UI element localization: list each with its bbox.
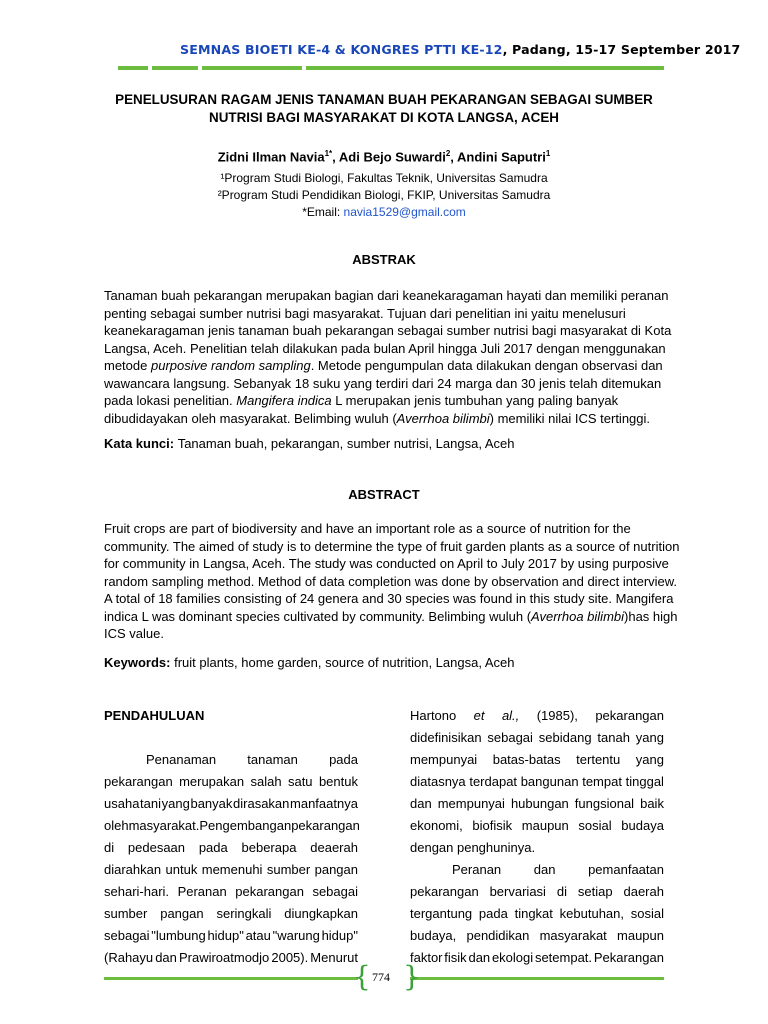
abstrak-keywords-text: Tanaman buah, pekarangan, sumber nutrisi, Langsa, Aceh bbox=[177, 436, 515, 451]
abstrak-line: pada lokasi penelitian. Mangifera indica L merupakan jenis tumbuhan yang paling banyak bbox=[104, 393, 619, 408]
word: ekonomi, bbox=[410, 818, 463, 833]
word: pekarangan bbox=[595, 708, 664, 723]
word: sumber bbox=[266, 862, 311, 877]
affiliation-2: ²Program Studi Pendidikan Biologi, FKIP, Universitas Samudra bbox=[217, 188, 551, 202]
pendahuluan-line bbox=[104, 815, 358, 837]
word: 2005). bbox=[271, 950, 309, 965]
word: bervariasi bbox=[489, 884, 546, 899]
word: satu bbox=[287, 774, 313, 789]
word: tempat bbox=[582, 774, 622, 789]
word: dan bbox=[410, 796, 432, 811]
page-number: 774 bbox=[372, 970, 390, 984]
word: pangan bbox=[160, 906, 204, 921]
word: pekarangan bbox=[291, 818, 360, 833]
word: Prawiroatmodjo bbox=[178, 950, 270, 965]
pendahuluan-line bbox=[410, 859, 664, 881]
abstrak-line: dibudidayakan oleh masyarakat. Belimbing wuluh (Averrhoa bilimbi) memiliki nilai ICS tertinggi. bbox=[104, 410, 651, 426]
word: manfaatnya bbox=[290, 796, 358, 811]
author-2-marker: 2 bbox=[445, 149, 451, 158]
abstract-keywords-label: Keywords: bbox=[104, 655, 175, 670]
word: diatasnya bbox=[410, 774, 466, 789]
word: dirasakan bbox=[233, 796, 290, 811]
abstrak-keywords-label: Kata kunci: bbox=[104, 436, 178, 451]
pendahuluan-line bbox=[410, 903, 664, 925]
abstract-body bbox=[104, 520, 680, 643]
word: hubungan bbox=[510, 796, 569, 811]
abstract-heading: ABSTRACT bbox=[348, 487, 420, 502]
pendahuluan-line bbox=[104, 749, 358, 771]
word: pada bbox=[329, 752, 358, 767]
pendahuluan-line bbox=[410, 881, 664, 903]
word: fungsional bbox=[574, 796, 635, 811]
header-rule-dash bbox=[118, 66, 148, 70]
word: pada bbox=[478, 906, 508, 921]
word: sebagai bbox=[312, 884, 358, 899]
abstract-keywords-text: fruit plants, home garden, source of nutrition, Langsa, Aceh bbox=[174, 655, 515, 670]
word: deaerah bbox=[310, 840, 358, 855]
word: masyarakat. bbox=[128, 818, 200, 833]
header-rule-dash bbox=[306, 66, 664, 70]
word: faktor bbox=[410, 950, 443, 965]
word: setiap bbox=[577, 884, 613, 899]
paper-title-line-1: PENELUSURAN RAGAM JENIS TANAMAN BUAH PEKARANGAN SEBAGAI SUMBER bbox=[115, 92, 653, 107]
word: dan bbox=[155, 950, 177, 965]
word: masyarakat bbox=[539, 928, 607, 943]
pendahuluan-right-column bbox=[410, 705, 664, 969]
word: maupun bbox=[617, 928, 664, 943]
email-label: *Email: bbox=[302, 205, 344, 219]
abstrak-line: penting sebagai sumber nutrisi bagi masyarakat. Tujuan dari penelitian ini yaitu menelusuri bbox=[104, 305, 626, 321]
pendahuluan-line bbox=[410, 749, 664, 771]
abstract-line: random sampling method. Method of data completion was done by observation and direct interview. bbox=[104, 573, 678, 589]
abstract-line: community. The aimed of study is to determine the type of fruit garden plants as a source of nutrition bbox=[104, 538, 680, 554]
word: Hartono bbox=[410, 708, 457, 723]
word: pekarangan bbox=[104, 774, 173, 789]
word: ekologi bbox=[491, 950, 534, 965]
pendahuluan-line bbox=[410, 815, 664, 837]
word: "lumbung bbox=[151, 928, 206, 943]
header-rule-dash bbox=[202, 66, 302, 70]
paper-title-line-2: NUTRISI BAGI MASYARAKAT DI KOTA LANGSA, ACEH bbox=[209, 110, 559, 125]
word: diungkapkan bbox=[284, 906, 358, 921]
word: sebagai bbox=[104, 928, 150, 943]
running-header bbox=[180, 42, 740, 57]
word: Pekarangan bbox=[593, 950, 664, 965]
word: diarahkan bbox=[104, 862, 162, 877]
abstract-line: indica L was dominant species cultivated by community. Belimbing wuluh (Averrhoa bilimbi)has high bbox=[104, 608, 678, 624]
pendahuluan-line bbox=[104, 903, 358, 925]
word: yang bbox=[161, 796, 190, 811]
word: merupakan bbox=[179, 774, 245, 789]
word: batas-batas bbox=[492, 752, 561, 767]
pendahuluan-line bbox=[104, 859, 358, 881]
word: didefinisikan bbox=[410, 730, 482, 745]
pendahuluan-line-text bbox=[146, 749, 358, 771]
footer-brace-right: } bbox=[403, 960, 421, 993]
word: pendidikan bbox=[466, 928, 530, 943]
word: tanaman bbox=[247, 752, 298, 767]
author-list bbox=[104, 149, 664, 164]
word: budaya bbox=[621, 818, 664, 833]
word: salah bbox=[250, 774, 282, 789]
abstrak-line: wawancara langsung. Sebanyak 18 suku yang terdiri dari 24 marga dan 30 jenis telah ditemukan bbox=[104, 375, 662, 391]
word: sosial bbox=[630, 906, 664, 921]
word: pangan bbox=[314, 862, 358, 877]
abstract-line: for community in Langsa, Aceh. The study was conducted on April to July 2017 by using purposive bbox=[104, 556, 669, 571]
word: sumber bbox=[104, 906, 148, 921]
word: untuk bbox=[165, 862, 198, 877]
abstract-line: A total of 18 families consisting of 24 genera and 30 species was found in this study site. Mangifera bbox=[104, 591, 674, 606]
word: baik bbox=[640, 796, 664, 811]
word: atau bbox=[245, 928, 271, 943]
word: sebagai bbox=[487, 730, 533, 745]
abstrak-body bbox=[104, 287, 672, 427]
word: maupun bbox=[521, 818, 569, 833]
word: dan bbox=[468, 950, 491, 965]
word: yang bbox=[635, 752, 664, 767]
word: mempunyai bbox=[437, 796, 505, 811]
word: budaya, bbox=[410, 928, 457, 943]
word: banyak bbox=[190, 796, 233, 811]
pendahuluan-line bbox=[104, 925, 358, 947]
word: tinggal bbox=[625, 774, 664, 789]
pendahuluan-line bbox=[104, 793, 358, 815]
pendahuluan-line bbox=[410, 947, 664, 969]
word: tani bbox=[140, 796, 162, 811]
pendahuluan-left-column bbox=[104, 705, 358, 969]
word: daerah bbox=[623, 884, 664, 899]
abstrak-line: metode purposive random sampling. Metode pengumpulan data dilakukan dengan observasi dan bbox=[104, 358, 663, 373]
footer-brace-left: { bbox=[353, 960, 371, 993]
pendahuluan-line bbox=[410, 793, 664, 815]
author-1-marker: 1* bbox=[324, 149, 333, 158]
corresponding-email bbox=[104, 205, 664, 219]
footer-rule-left bbox=[104, 977, 358, 980]
word: dan bbox=[533, 862, 556, 877]
word: bentuk bbox=[318, 774, 358, 789]
word: sebidang bbox=[538, 730, 592, 745]
word: fisik bbox=[444, 950, 467, 965]
word: hidup" bbox=[321, 928, 358, 943]
header-rule bbox=[118, 66, 664, 70]
email-link[interactable]: navia1529@gmail.com bbox=[343, 205, 466, 219]
abstrak-keywords bbox=[104, 436, 664, 451]
word: pekarangan bbox=[235, 884, 304, 899]
pendahuluan-line bbox=[410, 705, 664, 727]
footer-rule-right bbox=[410, 977, 664, 980]
pendahuluan-line bbox=[410, 925, 664, 947]
word: Peranan bbox=[452, 862, 502, 877]
pendahuluan-line bbox=[410, 771, 664, 793]
abstrak-heading: ABSTRAK bbox=[352, 252, 416, 267]
word: Pengembangan bbox=[199, 818, 292, 833]
word: pedesaan bbox=[127, 840, 186, 855]
pendahuluan-line bbox=[104, 881, 358, 903]
word: di bbox=[556, 884, 567, 899]
author-1: Zidni Ilman Navia bbox=[217, 149, 325, 165]
conference-location-date: , Padang, 15-17 September 2017 bbox=[502, 42, 741, 57]
word: (1985), bbox=[536, 708, 578, 723]
word: pemanfaatan bbox=[588, 862, 664, 877]
word: et bbox=[473, 708, 485, 723]
word: pekarangan bbox=[410, 884, 479, 899]
pendahuluan-line bbox=[104, 771, 358, 793]
word: usaha bbox=[104, 796, 140, 811]
pendahuluan-heading: PENDAHULUAN bbox=[104, 708, 205, 723]
word: tergantung bbox=[410, 906, 473, 921]
author-3: , Andini Saputri bbox=[450, 149, 546, 165]
word: pada bbox=[198, 840, 228, 855]
word: (Rahayu bbox=[104, 950, 154, 965]
header-rule-dash bbox=[152, 66, 198, 70]
word: Peranan bbox=[177, 884, 227, 899]
word: biofisik bbox=[472, 818, 513, 833]
author-2: , Adi Bejo Suwardi bbox=[332, 149, 446, 165]
author-3-marker: 1 bbox=[545, 149, 551, 158]
abstrak-line: keanekaragaman jenis tanaman buah pekarangan sebagai sumber nutrisi bagi masyarakat di Kota bbox=[104, 323, 672, 338]
word: tingkat bbox=[514, 906, 553, 921]
pendahuluan-line bbox=[104, 837, 358, 859]
blank-line bbox=[104, 727, 358, 749]
word: oleh bbox=[104, 818, 129, 833]
word: mempunyai bbox=[410, 752, 478, 767]
affiliation-1: ¹Program Studi Biologi, Fakultas Teknik, Universitas Samudra bbox=[220, 171, 548, 185]
word: seringkali bbox=[216, 906, 272, 921]
abstrak-line: Langsa, Aceh. Penelitian telah dilakukan pada bulan April hingga Juli 2017 dengan menggunakan bbox=[104, 340, 666, 356]
abstract-keywords bbox=[104, 655, 664, 670]
word: hidup" bbox=[207, 928, 244, 943]
word: kebutuhan, bbox=[559, 906, 624, 921]
abstract-line: ICS value. bbox=[104, 626, 164, 641]
word: Menurut bbox=[310, 950, 358, 965]
word: "warung bbox=[272, 928, 320, 943]
word: yang bbox=[635, 730, 664, 745]
abstract-line: Fruit crops are part of biodiversity and have an important role as a source of nutrition for the bbox=[104, 521, 631, 536]
conference-name: SEMNAS BIOETI KE-4 & KONGRES PTTI KE-12 bbox=[180, 42, 503, 57]
word: beberapa bbox=[241, 840, 297, 855]
word: Penanaman bbox=[146, 752, 217, 767]
word: al., bbox=[501, 708, 520, 723]
word: tertentu bbox=[576, 752, 621, 767]
word: memenuhi bbox=[201, 862, 263, 877]
word: tanah bbox=[597, 730, 630, 745]
word: di bbox=[104, 840, 115, 855]
word: terdapat bbox=[469, 774, 518, 789]
word: setempat. bbox=[534, 950, 593, 965]
pendahuluan-line: dengan penghuninya. bbox=[410, 840, 536, 855]
word: sehari-hari. bbox=[104, 884, 170, 899]
pendahuluan-line bbox=[410, 727, 664, 749]
word: sosial bbox=[578, 818, 612, 833]
pendahuluan-line bbox=[104, 947, 358, 969]
word: bangunan bbox=[520, 774, 579, 789]
abstrak-line: Tanaman buah pekarangan merupakan bagian dari keanekaragaman hayati dan memiliki peranan bbox=[104, 288, 669, 303]
